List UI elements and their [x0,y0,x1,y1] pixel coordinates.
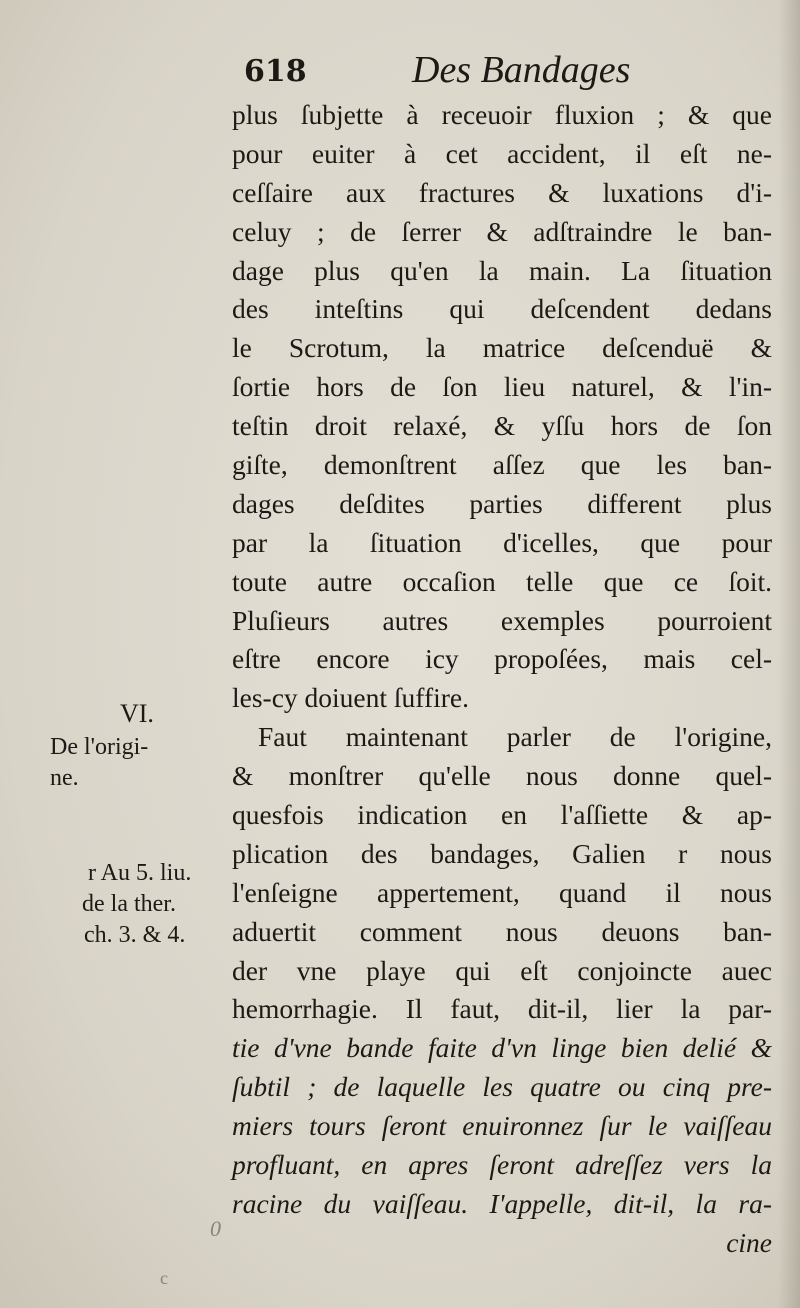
text-line: aduertit comment nous deuons ban- [232,915,772,947]
text-line: les-cy doiuent ſuffire. [232,682,469,714]
stray-mark: c [160,1268,168,1288]
reference-line: de la ther. [82,891,176,917]
text-line: dage plus qu'en la main. La ſituation [232,254,772,286]
italic-text-line: ſubtil ; de laquelle les quatre ou cinq pre- [232,1071,772,1103]
reference-line: r Au 5. liu. [88,860,192,886]
text-line: Pluſieurs autres exemples pourroient [232,604,772,636]
section-number: VI. [120,699,154,728]
italic-text-line: profluant, en apres ſeront adreſſez vers la [232,1149,772,1181]
text-line: ſortie hors de ſon lieu naturel, & l'in- [232,371,772,403]
text-line: toute autre occaſion telle que ce ſoit. [232,565,772,597]
text-line: teſtin droit relaxé, & yſſu hors de ſon [232,410,772,442]
stray-mark: 0 [210,1216,221,1241]
text-line: pour euiter à cet accident, il eſt ne- [232,137,772,169]
text-line: quesfois indication en l'aſſiette & ap- [232,799,772,831]
reference-note [82,858,192,951]
running-title: Des Bandages [412,49,631,91]
page-edge-shadow [778,0,800,1308]
page-header [244,48,764,98]
text-line: plus ſubjette à receuoir fluxion ; & que [232,99,772,130]
text-line: hemorrhagie. Il faut, dit-il, lier la par- [232,993,772,1025]
catchword: cine [726,1226,772,1258]
italic-text-line: miers tours ſeront enuironnez ſur le vaiſſeau [232,1110,772,1142]
reference-line: ch. 3. & 4. [84,922,186,948]
italic-text-line: racine du vaiſſeau. I'appelle, dit-il, la ra- [232,1187,772,1219]
text-line: plication des bandages, Galien r nous [232,837,772,869]
page-number: 618 [244,54,307,89]
text-line: Faut maintenant parler de l'origine, [258,721,772,753]
text-line: celuy ; de ſerrer & adſtraindre le ban- [232,215,772,247]
text-line: eſtre encore icy propoſées, mais cel- [232,643,772,675]
section-title-note [50,732,148,794]
text-line: l'enſeigne appertement, quand il nous [232,876,772,908]
text-line: le Scrotum, la matrice deſcenduë & [232,332,772,364]
text-line: giſte, demonſtrent aſſez que les ban- [232,449,772,481]
text-line: ceſſaire aux fractures & luxations d'i- [232,176,772,208]
italic-text-line: tie d'vne bande faite d'vn linge bien delié & [232,1032,772,1064]
text-line: & monſtrer qu'elle nous donne quel- [232,760,772,792]
section-title-line: De l'origi- [50,734,149,760]
text-line: par la ſituation d'icelles, que pour [232,526,772,558]
text-line: des inteſtins qui deſcendent dedans [232,293,772,325]
text-line: der vne playe qui eſt conjoincte auec [232,954,772,986]
section-title-line: ne. [50,765,79,791]
text-line: dages deſdites parties different plus [232,487,772,519]
main-text-block [232,96,772,1263]
